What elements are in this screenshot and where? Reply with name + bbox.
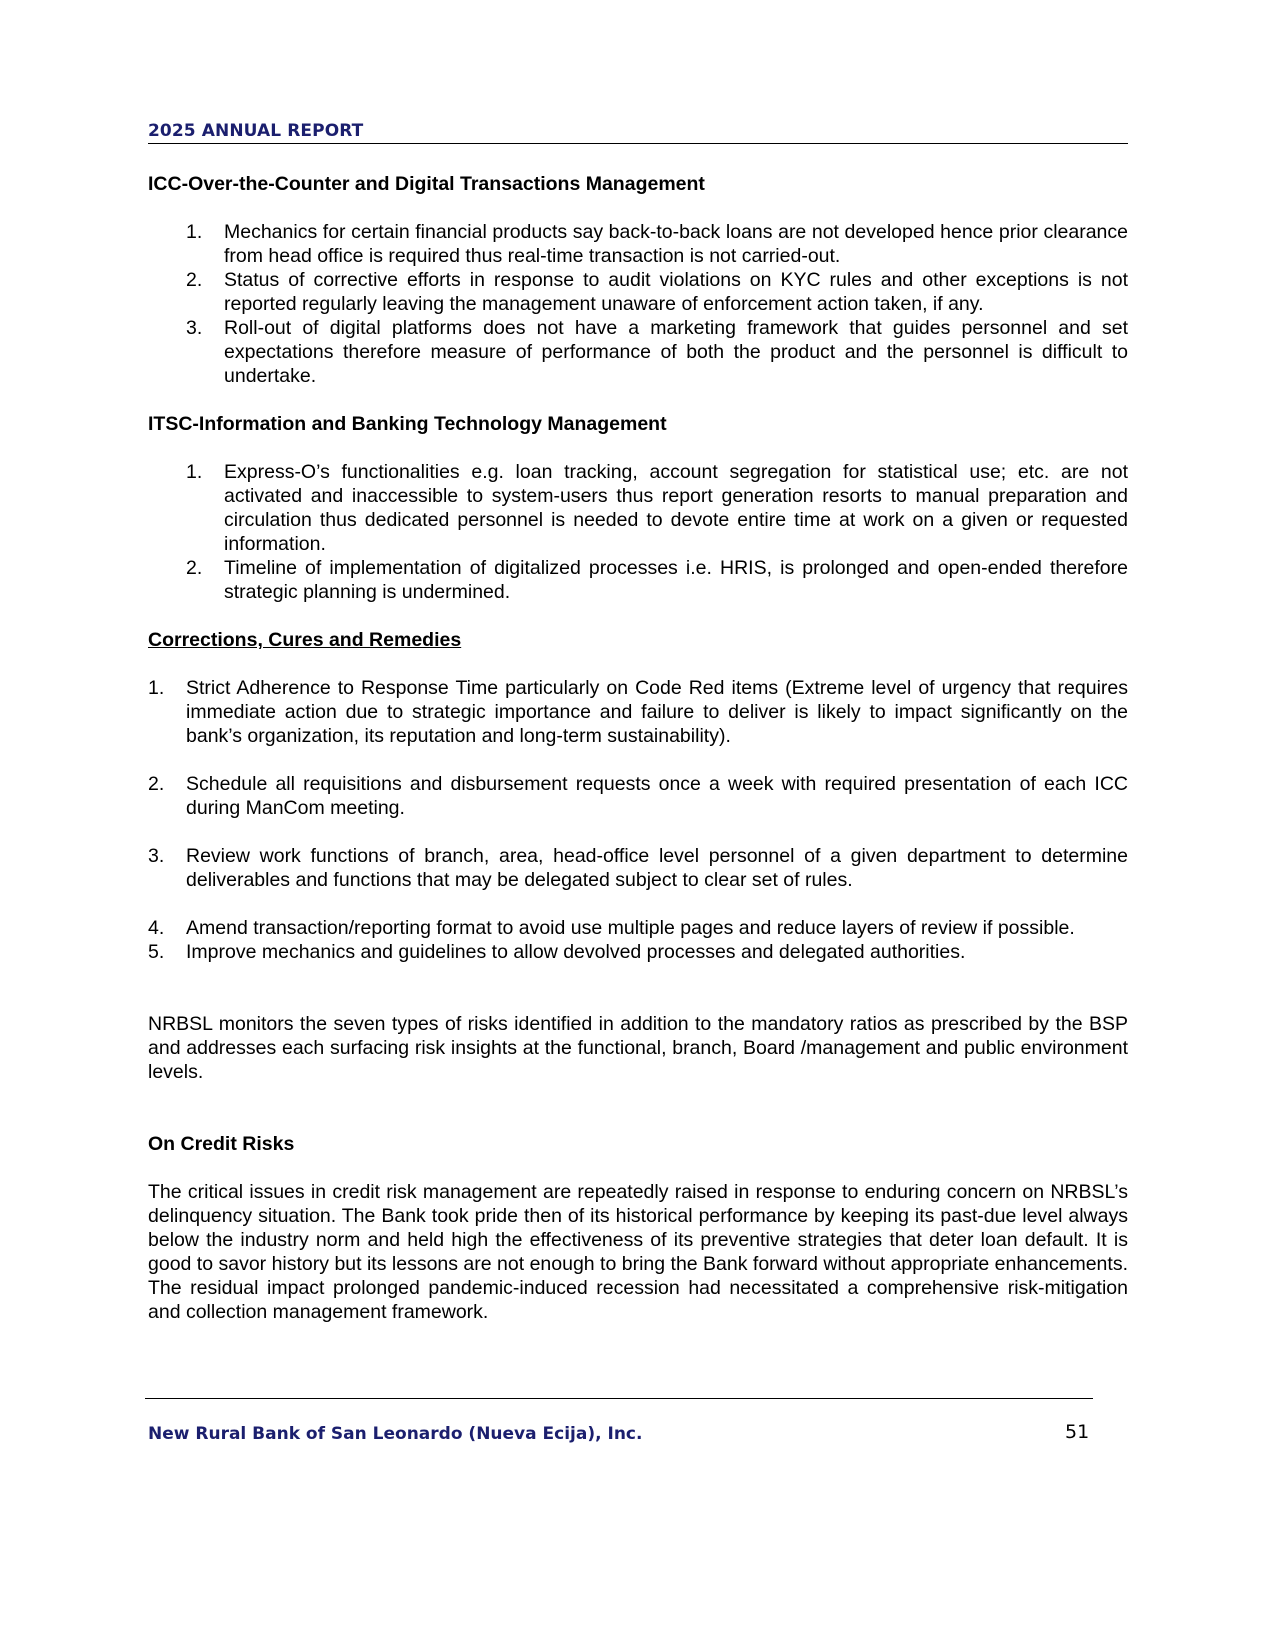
item-number: 4. <box>148 917 165 939</box>
monitoring-paragraph: NRBSL monitors the seven types of risks identified in addition to the mandatory ratios as prescribed by the BSP and addresses each surfacing risk insights at the functional, branch, Board /management and public environment levels. <box>148 1013 1128 1083</box>
list-item <box>148 916 1128 940</box>
item-text: Amend transaction/reporting format to avoid use multiple pages and reduce layers of review if possible. <box>186 917 1075 939</box>
footer-organization: New Rural Bank of San Leonardo (Nueva Ecija), Inc. <box>148 1424 643 1444</box>
corrections-list <box>148 676 1128 964</box>
list-item <box>148 220 1128 268</box>
section-title-corrections: Corrections, Cures and Remedies <box>148 629 462 651</box>
item-number: 3. <box>186 317 203 339</box>
list-item <box>148 316 1128 388</box>
list-item <box>148 268 1128 316</box>
item-number: 2. <box>186 269 203 291</box>
section-title-icc: ICC-Over-the-Counter and Digital Transactions Management <box>148 173 705 195</box>
list-item <box>148 772 1128 820</box>
page-header <box>148 121 1128 144</box>
list-item <box>148 676 1128 748</box>
item-number: 1. <box>148 677 165 699</box>
list-item <box>148 940 1128 964</box>
item-text: Schedule all requisitions and disbursement requests once a week with required presentation of each ICC during ManCom meeting. <box>186 773 1128 819</box>
icc-findings-list <box>148 220 1128 388</box>
section-title-credit-risks: On Credit Risks <box>148 1133 295 1155</box>
item-text: Express-O’s functionalities e.g. loan tracking, account segregation for statistical use; etc. are not activated and inaccessible to system-users thus report generation resorts to manual preparation and circulation thus dedicated personnel is needed to devote entire time at work on a given or requested information. <box>224 461 1128 555</box>
item-number: 5. <box>148 941 165 963</box>
page-content <box>148 172 1128 1324</box>
item-number: 2. <box>186 557 203 579</box>
item-number: 1. <box>186 461 203 483</box>
item-text: Improve mechanics and guidelines to allow devolved processes and delegated authorities. <box>186 941 966 963</box>
page-number: 51 <box>1065 1421 1090 1443</box>
item-text: Review work functions of branch, area, head-office level personnel of a given department to determine deliverables and functions that may be delegated subject to clear set of rules. <box>186 845 1128 891</box>
report-title: 2025 ANNUAL REPORT <box>148 121 364 141</box>
item-text: Roll-out of digital platforms does not have a marketing framework that guides personnel and set expectations therefore measure of performance of both the product and the personnel is difficult to undertake. <box>224 317 1128 387</box>
item-number: 1. <box>186 221 203 243</box>
itsc-findings-list <box>148 460 1128 604</box>
list-item <box>148 556 1128 604</box>
item-text: Strict Adherence to Response Time particularly on Code Red items (Extreme level of urgency that requires immediate action due to strategic importance and failure to deliver is likely to impact significantly on the bank’s organization, its reputation and long-term sustainability). <box>186 677 1128 747</box>
item-text: Timeline of implementation of digitalized processes i.e. HRIS, is prolonged and open-ended therefore strategic planning is undermined. <box>224 557 1128 603</box>
item-number: 2. <box>148 773 165 795</box>
item-text: Mechanics for certain financial products say back-to-back loans are not developed hence prior clearance from head office is required thus real-time transaction is not carried-out. <box>224 221 1128 267</box>
list-item <box>148 844 1128 892</box>
item-text: Status of corrective efforts in response to audit violations on KYC rules and other exceptions is not reported regularly leaving the management unaware of enforcement action taken, if any. <box>224 269 1128 315</box>
list-item <box>148 460 1128 556</box>
section-title-itsc: ITSC-Information and Banking Technology Management <box>148 413 667 435</box>
credit-risks-paragraph: The critical issues in credit risk management are repeatedly raised in response to enduring concern on NRBSL’s delinquency situation. The Bank took pride then of its historical performance by keeping its past-due level always below the industry norm and held high the effectiveness of its preventive strategies that deter loan default. It is good to savor history but its lessons are not enough to bring the Bank forward without appropriate enhancements. The residual impact prolonged pandemic-induced recession had necessitated a comprehensive risk-mitigation and collection management framework. <box>148 1181 1128 1323</box>
footer-rule <box>145 1398 1093 1399</box>
item-number: 3. <box>148 845 165 867</box>
